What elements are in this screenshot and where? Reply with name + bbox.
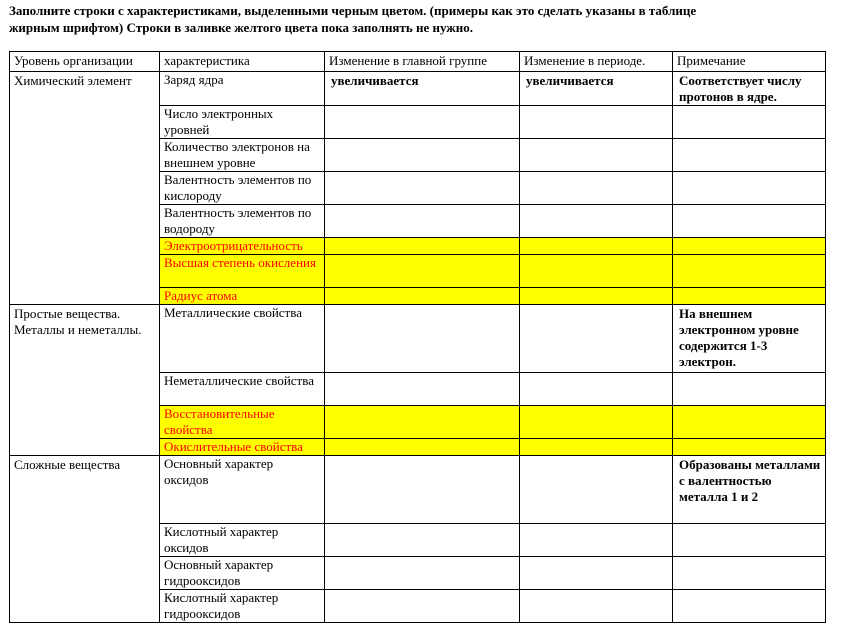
period-change-cell [520, 524, 673, 557]
level-cell-chemical-element: Химический элемент [10, 72, 160, 305]
characteristic-cell [160, 288, 325, 305]
table-row [10, 305, 826, 373]
period-change-cell [520, 406, 673, 439]
characteristic-cell: Основный характер гидрооксидов [160, 557, 325, 590]
period-change-cell [520, 557, 673, 590]
note-cell [673, 172, 826, 205]
note-cell [673, 255, 826, 288]
group-change-cell [325, 288, 520, 305]
header-level: Уровень организации [10, 52, 160, 72]
level-cell-complex-substances: Сложные вещества [10, 456, 160, 623]
group-change-cell [325, 255, 520, 288]
period-change-cell [520, 205, 673, 238]
group-change-cell [325, 172, 520, 205]
characteristic-cell: Неметаллические свойства [160, 373, 325, 406]
period-change-cell [520, 139, 673, 172]
note-cell [673, 557, 826, 590]
group-change-cell [325, 439, 520, 456]
group-change-cell [325, 590, 520, 623]
note-cell [673, 590, 826, 623]
period-change-cell [520, 439, 673, 456]
group-change-cell [325, 456, 520, 524]
characteristic-cell: Кислотный характер гидрооксидов [160, 590, 325, 623]
period-change-cell [520, 255, 673, 288]
characteristic-text: Высшая степень окисления [164, 255, 316, 270]
characteristic-cell: Валентность элементов по водороду [160, 205, 325, 238]
characteristic-text: Окислительные свойства [164, 439, 303, 454]
group-change-cell [325, 139, 520, 172]
period-change-cell [520, 305, 673, 373]
period-change-cell: увеличивается [520, 72, 673, 106]
header-period-change: Изменение в периоде. [520, 52, 673, 72]
group-change-cell [325, 205, 520, 238]
characteristic-cell [160, 238, 325, 255]
characteristic-cell: Количество электронов на внешнем уровне [160, 139, 325, 172]
instructions-line-2: жирным шрифтом) Строки в заливке желтого цвета пока заполнять не нужно. [9, 20, 473, 35]
note-cell [673, 106, 826, 139]
characteristic-cell: Основный характер оксидов [160, 456, 325, 524]
period-change-cell [520, 590, 673, 623]
group-change-cell [325, 406, 520, 439]
group-change-cell [325, 524, 520, 557]
characteristic-cell [160, 255, 325, 288]
group-change-cell [325, 238, 520, 255]
characteristic-cell: Заряд ядра [160, 72, 325, 106]
instructions-line-1: Заполните строки с характеристиками, выделенными черным цветом. (примеры как это сделать указаны в таблице [9, 3, 697, 18]
note-cell [673, 524, 826, 557]
characteristic-text: Электроотрицательность [164, 238, 303, 253]
note-cell [673, 288, 826, 305]
period-change-cell [520, 456, 673, 524]
note-cell: Соответствует числу протонов в ядре. [673, 72, 826, 106]
instructions-text [9, 2, 809, 36]
header-group-change: Изменение в главной группе [325, 52, 520, 72]
characteristic-text: Радиус атома [164, 288, 238, 303]
group-change-cell: увеличивается [325, 72, 520, 106]
note-cell: Образованы металлами с валентностью металла 1 и 2 [673, 456, 826, 524]
note-cell: На внешнем электронном уровне содержится 1-3 электрон. [673, 305, 826, 373]
characteristic-cell: Валентность элементов по кислороду [160, 172, 325, 205]
group-change-cell [325, 373, 520, 406]
group-change-cell [325, 305, 520, 373]
characteristic-cell: Металлические свойства [160, 305, 325, 373]
header-note: Примечание [673, 52, 826, 72]
header-characteristic: характеристика [160, 52, 325, 72]
note-cell [673, 139, 826, 172]
header-row [10, 52, 826, 72]
period-change-cell [520, 238, 673, 255]
group-change-cell [325, 106, 520, 139]
level-cell-simple-substances: Простые вещества. Металлы и неметаллы. [10, 305, 160, 456]
period-change-cell [520, 288, 673, 305]
note-cell [673, 238, 826, 255]
period-change-cell [520, 172, 673, 205]
note-cell [673, 406, 826, 439]
note-cell [673, 373, 826, 406]
properties-table [9, 51, 826, 623]
period-change-cell [520, 373, 673, 406]
period-change-cell [520, 106, 673, 139]
table-row [10, 72, 826, 106]
characteristic-cell: Число электронных уровней [160, 106, 325, 139]
characteristic-cell: Кислотный характер оксидов [160, 524, 325, 557]
characteristic-text: Восстановительные свойства [164, 406, 275, 437]
table-row [10, 456, 826, 524]
note-cell [673, 439, 826, 456]
note-cell [673, 205, 826, 238]
characteristic-cell [160, 439, 325, 456]
group-change-cell [325, 557, 520, 590]
characteristic-cell [160, 406, 325, 439]
